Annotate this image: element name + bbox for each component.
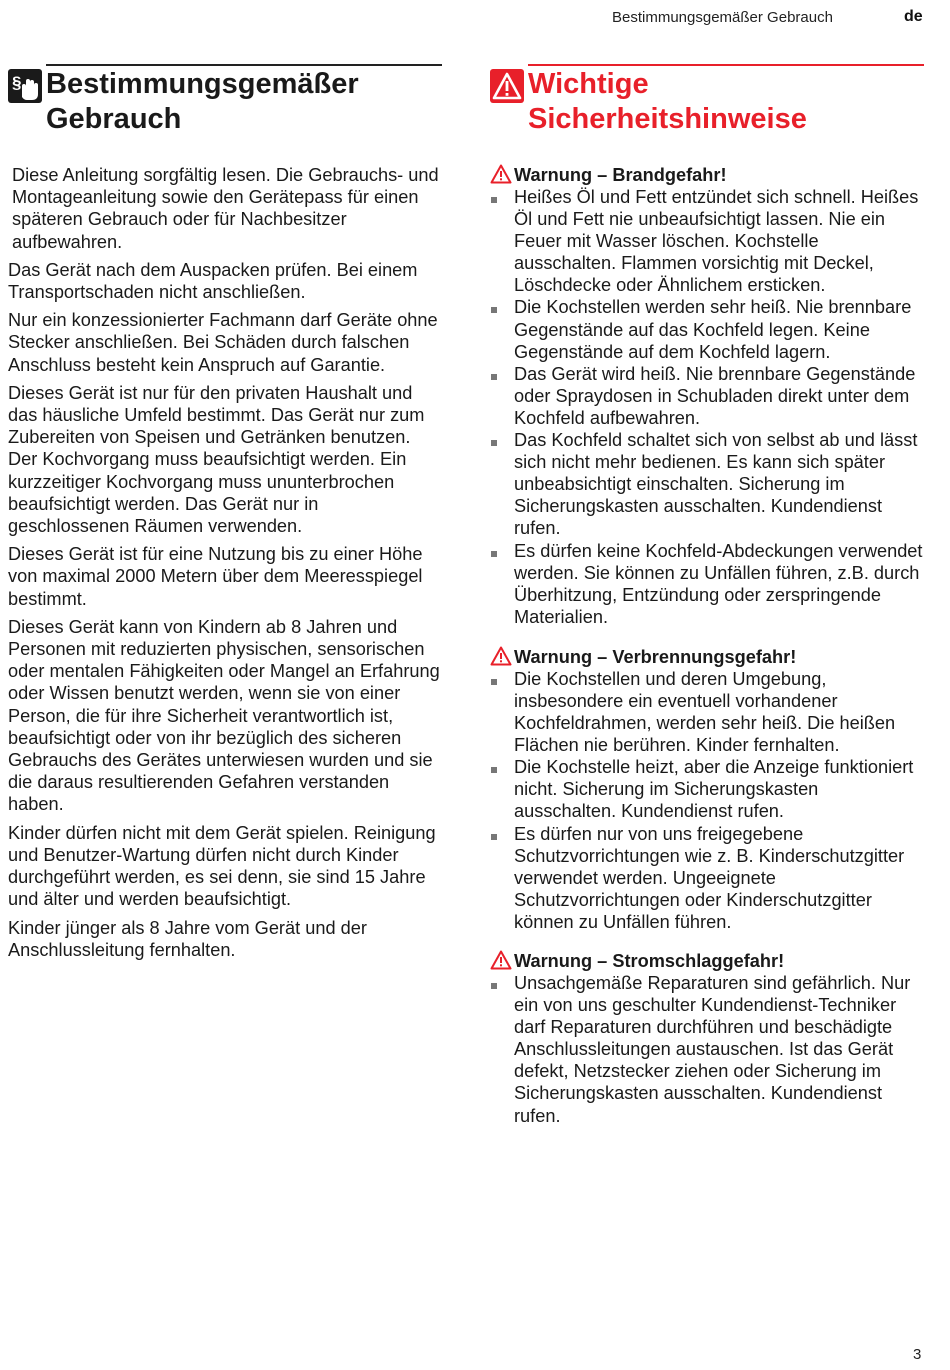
bullet-icon	[491, 197, 497, 203]
bullet-icon	[491, 983, 497, 989]
list-item: Die Kochstellen und deren Umgebung, insbesondere ein eventuell vorhandener Kochfeldrahmen, werden sehr heiß. Die heißen Flächen nie berühren. Kinder fernhalten.	[490, 668, 924, 756]
paragraph: Diese Anleitung sorgfältig lesen. Die Gebrauchs- und Montageanleitung sowie den Gerätepass für einen späteren Gebrauch oder für Nachbesitzer aufbewahren.	[12, 165, 439, 252]
warning-title	[490, 950, 924, 972]
list-item: Es dürfen nur von uns freigegebene Schutzvorrichtungen wie z. B. Kinderschutzgitter verwendet werden. Ungeeignete Schutzvorrichtungen oder Kinderschutzgitter können zu Unfällen führen.	[490, 823, 924, 933]
bullet-icon	[491, 307, 497, 313]
warning-title	[490, 646, 924, 668]
safety-title-line1: Wichtige	[528, 68, 649, 100]
list-item: Das Kochfeld schaltet sich von selbst ab und lässt sich nicht mehr bedienen. Es kann sich später unbeabsichtigt einschalten. Sicherung im Sicherungskasten ausschalten. Kundendienst rufen.	[490, 429, 924, 539]
bullet-icon	[491, 834, 497, 840]
list-item: Heißes Öl und Fett entzündet sich schnell. Heißes Öl und Fett nie unbeaufsichtigt lassen. Nie ein Feuer mit Wasser löschen. Kochstelle ausschalten. Flammen vorsichtig mit Deckel, Löschdecke oder Ähnlichem ersticken.	[490, 186, 924, 296]
warning-triangle-icon	[490, 164, 512, 184]
paragraph: Dieses Gerät ist für eine Nutzung bis zu einer Höhe von maximal 2000 Metern über dem Meeresspiegel bestimmt.	[8, 544, 423, 609]
intended-use-heading	[8, 67, 442, 137]
warning-triangle-icon	[490, 69, 524, 103]
svg-text:§: §	[12, 73, 22, 92]
list-item: Unsachgemäße Reparaturen sind gefährlich. Nur ein von uns geschulter Kundendienst-Techniker darf Reparaturen durchführen und beschädigte Anschlussleitungen austauschen. Ist das Gerät defekt, Netzstecker ziehen oder Sicherung im Sicherungskasten ausschalten. Kundendienst rufen.	[490, 972, 924, 1127]
intended-use-title-line2: Gebrauch	[46, 103, 182, 135]
bullet-icon	[491, 374, 497, 380]
section-rule	[46, 64, 442, 66]
warning-triangle-icon	[490, 950, 512, 970]
warning-burn	[490, 646, 924, 933]
safety-heading	[490, 67, 924, 137]
warning-fire	[490, 164, 924, 628]
warning-title	[490, 164, 924, 186]
paragraph: Kinder dürfen nicht mit dem Gerät spielen. Reinigung und Benutzer-Wartung dürfen nicht durch Kinder durchgeführt werden, es sei denn, sie sind 15 Jahre und älter und werden beaufsichtigt.	[8, 822, 436, 910]
list-item: Das Gerät wird heiß. Nie brennbare Gegenstände oder Spraydosen in Schubladen direkt unter dem Kochfeld aufbewahren.	[490, 363, 924, 429]
manual-reading-hand-icon	[8, 69, 42, 103]
bullet-icon	[491, 551, 497, 557]
warning-title-text: Warnung – Stromschlaggefahr!	[514, 951, 785, 971]
intended-use-section	[8, 64, 442, 967]
list-item: Die Kochstelle heizt, aber die Anzeige funktioniert nicht. Sicherung im Sicherungskasten ausschalten. Kundendienst rufen.	[490, 756, 924, 822]
bullet-icon	[491, 767, 497, 773]
warning-title-text: Warnung – Verbrennungsgefahr!	[514, 646, 797, 667]
language-tag: de	[904, 8, 923, 25]
page-number: 3	[913, 1346, 922, 1363]
running-header-title: Bestimmungsgemäßer Gebrauch	[612, 9, 833, 26]
paragraph: Das Gerät nach dem Auspacken prüfen. Bei einem Transportschaden nicht anschließen.	[8, 259, 418, 303]
list-item: Die Kochstellen werden sehr heiß. Nie brennbare Gegenstände auf das Kochfeld legen. Keine Gegenstände auf dem Kochfeld lagern.	[490, 296, 924, 362]
warning-title-text: Warnung – Brandgefahr!	[514, 165, 727, 185]
paragraph: Dieses Gerät ist nur für den privaten Haushalt und das häusliche Umfeld bestimmt. Das Gerät nur zum Zubereiten von Speisen und Getränken benutzen. Der Kochvorgang muss beaufsichtigt werden. Ein kurzzeitiger Kochvorgang muss ununterbrochen beaufsichtigt werden. Das Gerät nur in geschlossenen Räumen verwenden.	[8, 382, 425, 537]
list-item: Es dürfen keine Kochfeld-Abdeckungen verwendet werden. Sie können zu Unfällen führen, z.B. durch Überhitzung, Entzündung oder zerspringende Materialien.	[490, 540, 924, 628]
warning-triangle-icon	[490, 646, 512, 666]
section-rule	[528, 64, 924, 66]
paragraph: Kinder jünger als 8 Jahre vom Gerät und der Anschlussleitung fernhalten.	[8, 917, 367, 960]
bullet-icon	[491, 679, 497, 685]
paragraph: Dieses Gerät kann von Kindern ab 8 Jahren und Personen mit reduzierten physischen, sensorischen oder mentalen Fähigkeiten oder Mangel an Erfahrung oder Wissen benutzt werden, wenn sie von einer Person, die für ihre Sicherheit verantwortlich ist, beaufsichtigt oder von ihr bezüglich des sicheren Gebrauchs des Gerätes unterwiesen wurden und sie die daraus resultierenden Gefahren verstanden haben.	[8, 616, 440, 815]
paragraph: Nur ein konzessionierter Fachmann darf Geräte ohne Stecker anschließen. Bei Schäden durch falschen Anschluss besteht kein Anspruch auf Garantie.	[8, 310, 438, 375]
safety-section	[490, 64, 924, 1127]
safety-title-line2: Sicherheitshinweise	[528, 103, 807, 135]
intended-use-title-line1: Bestimmungsgemäßer	[46, 68, 359, 100]
bullet-icon	[491, 440, 497, 446]
warning-electric-shock	[490, 950, 924, 1127]
